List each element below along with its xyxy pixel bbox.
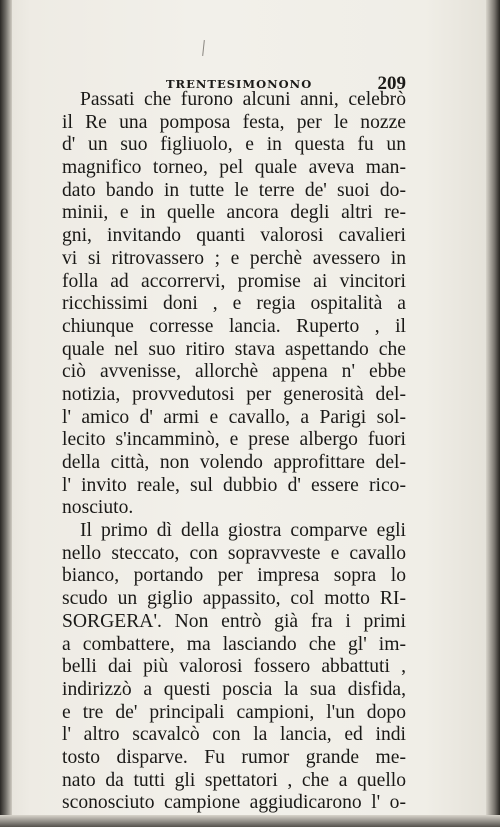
text-line: della città, non volendo approfittare del- [62, 452, 406, 473]
text-line: l' altro scavalcò con la lancia, ed indi [62, 724, 406, 746]
paragraph [62, 89, 406, 520]
page-bottom-edge-shadow [0, 815, 500, 827]
text-line: bianco, portando per impresa sopra lo [62, 565, 406, 587]
text-line: sconosciuto campione aggiudicarono l' o- [62, 792, 406, 814]
text-line: tosto disparve. Fu rumor grande me- [62, 746, 406, 768]
text-line: dato bando in tutte le terre de' suoi do- [62, 179, 406, 201]
page-left-edge-shadow [0, 0, 12, 827]
text-line: Passati che furono alcuni anni, celebrò [80, 89, 406, 110]
text-line: magnifico torneo, pel quale aveva man- [62, 157, 406, 179]
text-line: nello steccato, con sopravveste e cavallo [62, 542, 406, 564]
text-line: a combattere, ma lasciando che gl' im- [62, 633, 406, 655]
page-number: 209 [377, 73, 406, 94]
text-line: e tre de' principali campioni, l'un dopo [62, 701, 406, 723]
text-line: minii, e in quelle ancora degli altri re- [62, 202, 406, 224]
text-line: belli dai più valorosi fossero abbattuti , [62, 656, 406, 678]
text-line: quale nel suo ritiro stava aspettando che [62, 338, 406, 360]
text-line: nosciuto. [62, 497, 134, 519]
text-line: d' un suo figliuolo, e in questa fu un [62, 134, 406, 156]
paragraph [62, 520, 406, 815]
pencil-mark [202, 40, 205, 56]
text-line: SORGERA'. Non entrò già fra i primi [62, 610, 406, 632]
text-line: indirizzò a questi poscia la sua disfida, [62, 678, 406, 700]
text-line: lecito s'incamminò, e prese albergo fuori [62, 429, 406, 451]
text-line: il Re una pomposa festa, per le nozze [62, 111, 406, 133]
text-line: nato da tutti gli spettatori , che a quello [62, 769, 406, 791]
text-line: vi si ritrovassero ; e perchè avessero in [62, 247, 406, 269]
text-line: ciò avvenisse, allorchè appena n' ebbe [62, 361, 406, 383]
page-right-edge-shadow [486, 0, 500, 827]
text-line: Il primo dì della giostra comparve egli [80, 520, 406, 542]
body-text [62, 89, 406, 815]
text-line: chiunque corresse lancia. Ruperto , il [62, 315, 406, 337]
text-line: scudo un giglio appassito, col motto RI- [62, 588, 406, 610]
running-title: TRENTESIMONONO [166, 77, 313, 91]
text-line: ricchissimi doni , e regia ospitalità a [62, 293, 406, 315]
text-line: l' invito reale, sul dubbio d' essere rico- [62, 474, 406, 496]
text-line: gni, invitando quanti valorosi cavalieri [62, 225, 406, 247]
text-line: notizia, provvedutosi per generosità del- [62, 383, 406, 405]
text-line: l' amico d' armi e cavallo, a Parigi sol- [62, 406, 406, 428]
text-line: folla ad accorrervi, promise ai vincitori [62, 270, 406, 292]
